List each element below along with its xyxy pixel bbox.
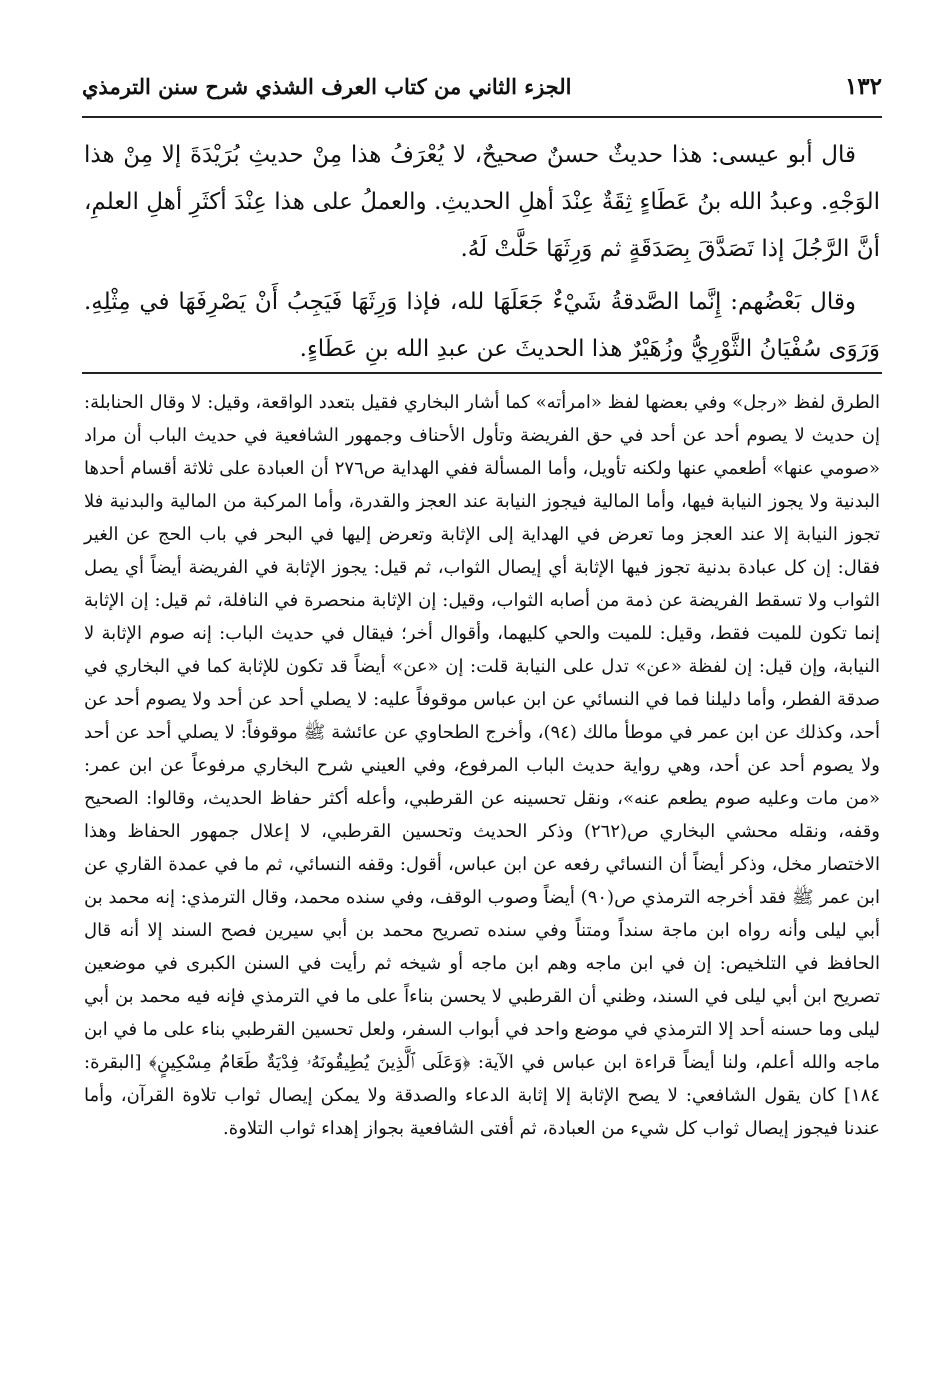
main-paragraph: قال أبو عيسى: هذا حديثٌ حسنٌ صحيحٌ، لا يُعْرَفُ هذا مِنْ حديثِ بُرَيْدَةَ إلا مِنْ هذا الوَجْهِ. وعبدُ الله بنُ عَطَاءٍ ثِقَةٌ عِنْدَ أهلِ الحديثِ. والعملُ على هذا عِنْدَ أكثَرِ أهلِ العلمِ، أنَّ الرَّجُلَ إذا تَصَدَّقَ بِصَدَقَةٍ ثم وَرِثَهَا حَلَّتْ لَهُ. <box>84 142 880 262</box>
page-header <box>82 64 882 108</box>
footnote-divider <box>82 372 882 374</box>
footnote-text: الطرق لفظ «رجل» وفي بعضها لفظ «امرأته» كما أشار البخاري فقيل بتعدد الواقعة، وقيل: لا وقال الحنابلة: إن حديث لا يصوم أحد عن أحد في حق الفريضة وتأول الأحناف وجمهور الشافعية في حديث الباب أن مراد «صومي عنها» أطعمي عنها ولكنه تأويل، وأما المسألة ففي الهداية ص٢٧٦ أن العبادة على ثلاثة أقسام أحدها البدنية ولا يجوز النيابة فيها، وأما المالية فيجوز النيابة عند العجز والقدرة، وأما المركبة من المالية والبدنية فلا تجوز النيابة إلا عند العجز وما تعرض في الهداية إلى الإثابة وتعرض إليها في البحر في باب الحج عن الغير فقال: إن كل عبادة بدنية تجوز فيها الإثابة أي إيصال الثواب، ثم قيل: يجوز الإثابة في الفريضة أيضاً أي يصل الثواب ولا تسقط الفريضة عن ذمة من أصابه الثواب، وقيل: إن الإثابة منحصرة في النافلة، ثم قيل: إن الإثابة إنما تكون للميت فقط، وقيل: للميت والحي كليهما، وأقوال أخر؛ فيقال في حديث الباب: إنه صوم الإثابة لا النيابة، وإن قيل: إن لفظة «عن» تدل على النيابة قلت: إن «عن» أيضاً قد تكون للإثابة كما في البخاري في صدقة الفطر، وأما دليلنا فما في النسائي عن ابن عباس موقوفاً عليه: لا يصلي أحد عن أحد ولا يصوم أحد عن أحد، وكذلك عن ابن عمر في موطأ مالك (٩٤)، وأخرج الطحاوي عن عائشة ﷺ موقوفاً: لا يصلي أحد عن أحد ولا يصوم أحد عن أحد، وهي رواية حديث الباب المرفوع، وفي العيني شرح البخاري مرفوعاً عن ابن عمر: «من مات وعليه صوم يطعم عنه»، ونقل تحسينه عن القرطبي، وأعله أكثر حفاظ الحديث، وقالوا: الصحيح وقفه، ونقله محشي البخاري ص(٢٦٢) وذكر الحديث وتحسين القرطبي، لا إعلال جمهور الحفاظ وهذا الاختصار مخل، وذكر أيضاً أن النسائي رفعه عن ابن عباس، أقول: وقفه النسائي، ثم ما في عمدة القاري عن ابن عمر ﷺ فقد أخرجه الترمذي ص(٩٠) أيضاً وصوب الوقف، وفي سنده محمد، وقال الترمذي: إنه محمد بن أبي ليلى وأنه رواه ابن ماجة سنداً ومتناً وفي سنده تصريح محمد بن أبي سيرين فصح السند إلا أنه قال الحافظ في التلخيص: إن في ابن ماجه وهم ابن ماجه أو شيخه ثم رأيت في السنن الكبرى في موضعين تصريح ابن أبي ليلى في السند، وظني أن القرطبي لا يحسن بناءاً على ما في الترمذي فإنه فيه محمد بن أبي ليلى وما حسنه أحد إلا الترمذي في موضع واحد في أبواب السفر، ولعل تحسين القرطبي بناء على ما في ابن ماجه والله أعلم، ولنا أيضاً قراءة ابن عباس في الآية: ﴿وَعَلَى ٱلَّذِينَ يُطِيقُونَهُۥ فِدْيَةٌ طَعَامُ مِسْكِينٍ﴾ [البقرة: ١٨٤] كان يقول الشافعي: لا يصح الإثابة إلا إثابة الدعاء والصدقة ولا يمكن إيصال ثواب تلاوة القرآن، وأما عندنا فيجوز إيصال ثواب كل شيء من العبادة، ثم أفتى الشافعية بجواز إهداء ثواب التلاوة. <box>84 392 880 1139</box>
running-title: الجزء الثاني من كتاب العرف الشذي شرح سنن الترمذي <box>82 73 572 99</box>
main-paragraph: وقال بَعْضُهم: إِنَّما الصَّدقةُ شَيْءٌ جَعَلَهَا لله، فإذا وَرِثَهَا فَيَجِبُ أَنْ يَصْرِفَهَا في مِثْلِهِ. وَرَوَى سُفْيَانُ الثَّوْرِيُّ وزُهَيْرٌ هذا الحديثَ عن عبدِ الله بنِ عَطَاءٍ. <box>84 289 880 362</box>
footnote <box>84 386 880 1145</box>
main-text <box>84 132 880 379</box>
header-rule <box>82 116 882 118</box>
page-number: ١٣٢ <box>844 72 882 100</box>
